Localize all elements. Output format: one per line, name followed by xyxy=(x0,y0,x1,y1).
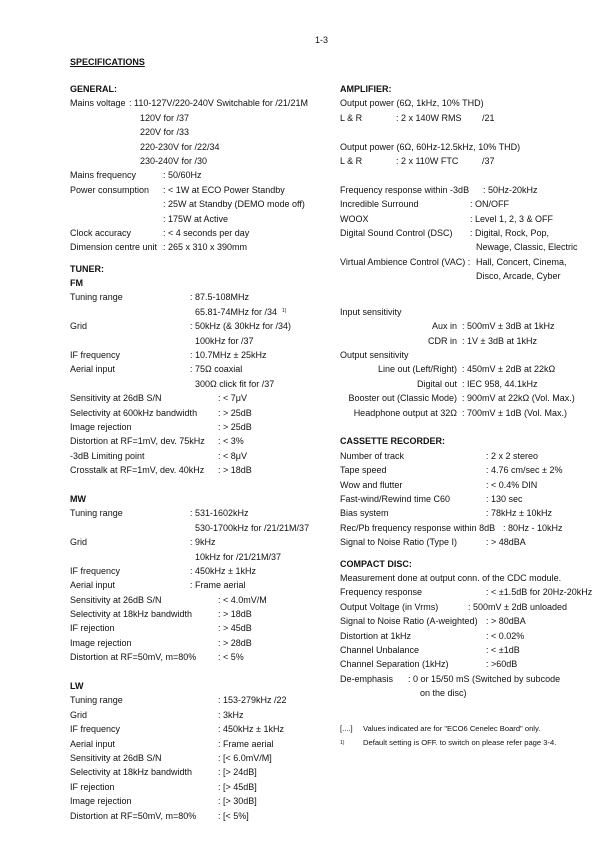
spec-row xyxy=(340,240,585,254)
spec-row xyxy=(70,636,332,650)
spec-value: : 265 x 310 x 390mm xyxy=(163,242,248,253)
spec-row xyxy=(70,693,332,707)
spec-row xyxy=(70,362,332,376)
spec-value: Hall, Concert, Cinema, xyxy=(476,256,567,267)
spec-value: : 700mV ± 1dB (Vol. Max.) xyxy=(462,407,567,418)
spec-row xyxy=(340,629,585,643)
spec-label: Bias system xyxy=(340,508,389,519)
spec-label: Sensitivity at 26dB S/N xyxy=(70,393,162,404)
spec-row xyxy=(340,535,585,549)
spec-value: : 450mV ± 2dB at 22kΩ xyxy=(462,364,556,375)
spec-value: : > 25dB xyxy=(218,421,252,432)
spec-label: Selectivity at 600kHz bandwidth xyxy=(70,407,198,418)
spec-label: De-emphasis xyxy=(340,673,394,684)
spec-label: Virtual Ambience Control (VAC) : xyxy=(340,256,471,267)
spec-value: : 0 or 15/50 mS (Switched by subcode xyxy=(408,673,561,684)
spec-value: : 2 x 110W FTC xyxy=(396,155,459,166)
spec-value: : > 18dB xyxy=(218,465,252,476)
spec-label: -3dB Limiting point xyxy=(70,450,145,461)
footnote-mark: [....] xyxy=(340,723,353,733)
section-tuner-heading: TUNER: xyxy=(70,263,104,274)
spec-label: Image rejection xyxy=(70,421,132,432)
spec-value: : 75Ω coaxial xyxy=(190,364,243,375)
spec-row xyxy=(70,506,332,520)
spec-label: Selectivity at 18kHz bandwidth xyxy=(70,767,193,778)
cd-intro: Measurement done at output conn. of the CDC module. xyxy=(340,572,562,583)
spec-row xyxy=(70,154,332,168)
spec-value: : < 0.02% xyxy=(486,630,525,641)
spec-label: Sensitivity at 26dB S/N xyxy=(70,752,162,763)
spec-value: 65.81-74MHz for /34 xyxy=(195,306,278,317)
spec-value: : > 28dB xyxy=(218,637,252,648)
spec-row xyxy=(340,492,585,506)
spec-value: : [> 24dB] xyxy=(218,767,257,778)
spec-row xyxy=(340,269,585,283)
spec-row xyxy=(70,183,332,197)
spec-label: Signal to Noise Ratio (Type I) xyxy=(340,537,458,548)
subsection-mw-heading: MW xyxy=(70,493,86,504)
spec-label: WOOX xyxy=(340,213,369,224)
spec-label: Output Voltage (in Vrms) xyxy=(340,601,439,612)
spec-value: : 153-279kHz /22 xyxy=(218,695,287,706)
spec-row xyxy=(70,377,332,391)
output-sensitivity-title: Output sensitivity xyxy=(340,350,409,361)
spec-value: : 450kHz ± 1kHz xyxy=(218,724,284,735)
spec-row xyxy=(70,737,332,751)
spec-value: Disco, Arcade, Cyber xyxy=(476,271,561,282)
spec-row xyxy=(70,226,332,240)
spec-label: Mains frequency xyxy=(70,170,137,181)
spec-label: IF frequency xyxy=(70,724,121,735)
spec-row xyxy=(340,391,585,405)
spec-row xyxy=(70,111,332,125)
spec-label: Tuning range xyxy=(70,508,123,519)
spec-row xyxy=(70,535,332,549)
spec-row xyxy=(70,708,332,722)
spec-value: : 130 sec xyxy=(486,494,523,504)
spec-value: : >60dB xyxy=(486,659,518,670)
spec-row xyxy=(70,290,332,304)
spec-label: Headphone output at 32Ω xyxy=(353,407,457,418)
spec-row xyxy=(70,197,332,211)
spec-value: : 110-127V/220-240V Switchable for /21/21M xyxy=(129,98,308,109)
spec-row xyxy=(70,334,332,348)
output-power-title: Output power (6Ω, 1kHz, 10% THD) xyxy=(340,98,484,109)
spec-row xyxy=(70,319,332,333)
left-column xyxy=(70,82,332,823)
spec-value: : > 48dBA xyxy=(486,537,526,548)
spec-row xyxy=(70,212,332,226)
spec-row xyxy=(70,621,332,635)
spec-row xyxy=(340,614,585,628)
spec-label: Distortion at RF=1mV, dev. 75kHz xyxy=(70,436,205,447)
spec-row xyxy=(340,255,585,269)
subsection-fm-heading: FM xyxy=(70,278,83,289)
spec-row xyxy=(340,585,593,599)
spec-value: : < 0.4% DIN xyxy=(486,479,538,490)
spec-label: L & R xyxy=(340,112,363,123)
spec-row xyxy=(340,449,585,463)
spec-label: Digital out xyxy=(416,378,457,389)
spec-label: Channel Unbalance xyxy=(340,644,420,655)
subsection-lw-heading: LW xyxy=(70,681,84,692)
spec-value: 100kHz for /37 xyxy=(195,335,254,346)
spec-label: IF rejection xyxy=(70,781,115,792)
spec-row xyxy=(70,751,332,765)
footnote-mark: 1) xyxy=(282,307,287,314)
spec-value: on the disc) xyxy=(420,688,467,699)
spec-value: : < 5% xyxy=(218,652,244,663)
spec-label: Sensitivity at 26dB S/N xyxy=(70,594,162,605)
spec-value: : 10.7MHz ± 25kHz xyxy=(190,350,267,361)
spec-label: Line out (Left/Right) xyxy=(377,364,457,375)
spec-value: : 2 x 2 stereo xyxy=(486,450,539,461)
spec-value: : 900mV at 22kΩ (Vol. Max.) xyxy=(462,393,575,404)
spec-value: : < 3% xyxy=(218,436,244,447)
spec-label: Tuning range xyxy=(70,695,123,706)
spec-value: : < ±1.5dB for 20Hz-20kHz xyxy=(486,587,593,598)
spec-row xyxy=(70,391,332,405)
spec-row xyxy=(340,686,585,700)
spec-label: Grid xyxy=(70,321,88,332)
spec-value: : 175W at Active xyxy=(163,213,229,224)
spec-label: Tape speed xyxy=(340,465,387,476)
spec-label: Distortion at RF=50mV, m=80% xyxy=(70,810,197,821)
spec-label: Signal to Noise Ratio (A-weighted) xyxy=(340,616,478,627)
spec-value: : 78kHz ± 10kHz xyxy=(486,508,552,519)
section-general-heading: GENERAL: xyxy=(70,84,117,94)
spec-label: Booster out (Classic Mode) xyxy=(348,393,457,404)
spec-value: : < 7μV xyxy=(218,393,247,404)
spec-value: : 450kHz ± 1kHz xyxy=(190,565,256,576)
spec-row xyxy=(70,168,332,182)
spec-label: Channel Separation (1kHz) xyxy=(340,659,449,670)
spec-value: : [> 45dB] xyxy=(218,781,257,792)
spec-value: : 87.5-108MHz xyxy=(190,292,250,303)
spec-value: : > 25dB xyxy=(218,407,252,418)
spec-value: : 50/60Hz xyxy=(163,170,202,181)
spec-row xyxy=(340,672,585,686)
spec-value: : 2 x 140W RMS xyxy=(396,112,462,123)
spec-value: : IEC 958, 44.1kHz xyxy=(462,378,538,389)
spec-row xyxy=(340,521,585,535)
section-compact-disc-heading: COMPACT DISC: xyxy=(340,558,412,569)
spec-suffix: /21 xyxy=(482,112,495,123)
spec-row xyxy=(70,765,332,779)
spec-value: : 3kHz xyxy=(218,709,244,720)
spec-row xyxy=(70,125,332,139)
spec-row xyxy=(70,96,332,110)
spec-row xyxy=(70,305,332,319)
spec-label: Digital Sound Control (DSC) xyxy=(340,227,453,238)
spec-row xyxy=(340,183,585,197)
spec-value: 10kHz for /21/21M/37 xyxy=(195,551,282,562)
spec-value: : 25W at Standby (DEMO mode off) xyxy=(163,199,305,210)
page-title: SPECIFICATIONS xyxy=(70,57,145,67)
footnote xyxy=(340,736,585,750)
spec-row xyxy=(70,434,332,448)
spec-label: Incredible Surround xyxy=(340,199,419,210)
spec-label: Grid xyxy=(70,709,88,720)
spec-value: 220V for /33 xyxy=(140,127,190,138)
spec-row xyxy=(340,643,585,657)
spec-label: Image rejection xyxy=(70,637,132,648)
spec-label: CDR in xyxy=(427,335,457,346)
right-column xyxy=(340,82,593,750)
spec-row xyxy=(70,794,332,808)
spec-value: : [> 30dB] xyxy=(218,796,257,807)
spec-label: Power consumption xyxy=(70,184,150,195)
spec-row xyxy=(340,197,585,211)
spec-value: Newage, Classic, Electric xyxy=(476,242,578,253)
spec-row xyxy=(70,607,332,621)
spec-value: : < 8μV xyxy=(218,450,247,461)
section-cassette-heading: CASSETTE RECORDER: xyxy=(340,436,446,447)
spec-row xyxy=(340,600,585,614)
spec-row xyxy=(340,319,585,333)
spec-value: : 4.76 cm/sec ± 2% xyxy=(486,465,563,476)
spec-row xyxy=(340,377,585,391)
spec-label: Aerial input xyxy=(70,738,116,749)
spec-value: : [< 6.0mV/M] xyxy=(218,752,272,763)
spec-label: Dimension centre unit xyxy=(70,242,158,253)
spec-label: Grid xyxy=(70,537,88,548)
spec-row xyxy=(70,780,332,794)
spec-row xyxy=(70,140,332,154)
spec-label: Aux in xyxy=(431,321,457,332)
spec-row xyxy=(70,578,332,592)
footnote xyxy=(340,722,585,736)
spec-value: 300Ω click fit for /37 xyxy=(195,378,275,389)
spec-row xyxy=(70,722,332,736)
spec-row xyxy=(70,449,332,463)
spec-row xyxy=(70,406,332,420)
spec-value: 230-240V for /30 xyxy=(140,155,208,166)
spec-label: Fast-wind/Rewind time C60 xyxy=(340,494,451,504)
spec-value: : < 4 seconds per day xyxy=(163,227,250,238)
spec-label: L & R xyxy=(340,155,363,166)
spec-row xyxy=(340,506,585,520)
spec-value: : 80Hz - 10kHz xyxy=(503,522,563,533)
spec-row xyxy=(70,564,332,578)
spec-row xyxy=(340,154,585,168)
spec-value: : 500mV ± 2dB unloaded xyxy=(468,601,568,612)
input-sensitivity-title: Input sensitivity xyxy=(340,306,402,317)
spec-label: IF frequency xyxy=(70,350,121,361)
spec-value: : ON/OFF xyxy=(470,199,509,210)
spec-row xyxy=(340,212,585,226)
spec-row xyxy=(340,334,585,348)
spec-suffix: /37 xyxy=(482,155,495,166)
spec-value: : Digital, Rock, Pop, xyxy=(470,227,550,238)
page-number: 1-3 xyxy=(315,35,329,45)
spec-row xyxy=(70,650,332,664)
spec-value: : 500mV ± 3dB at 1kHz xyxy=(462,321,555,332)
spec-label: Number of track xyxy=(340,450,405,461)
spec-label: Distortion at 1kHz xyxy=(340,630,412,641)
spec-row xyxy=(70,420,332,434)
spec-value: : Frame aerial xyxy=(218,738,274,749)
spec-label: Selectivity at 18kHz bandwidth xyxy=(70,609,193,620)
spec-row xyxy=(70,240,332,254)
spec-row xyxy=(70,463,332,477)
footnote-mark: 1) xyxy=(340,739,345,746)
spec-value: 120V for /37 xyxy=(140,112,190,123)
spec-value: : Frame aerial xyxy=(190,580,246,591)
spec-value: : Level 1, 2, 3 & OFF xyxy=(470,213,554,224)
footnote-text: Default setting is OFF. to switch on please refer page 3-4. xyxy=(363,737,557,747)
spec-value: : 50Hz-20kHz xyxy=(483,184,538,195)
spec-row xyxy=(340,478,585,492)
spec-row xyxy=(340,657,585,671)
spec-label: Rec/Pb frequency response within 8dB xyxy=(340,522,496,533)
spec-value: : 50kHz (& 30kHz for /34) xyxy=(190,321,292,332)
spec-value: : > 18dB xyxy=(218,609,252,620)
spec-value: 220-230V for /22/34 xyxy=(140,141,220,152)
spec-label: IF rejection xyxy=(70,623,115,634)
spec-label: Clock accuracy xyxy=(70,227,132,238)
spec-row xyxy=(340,463,585,477)
spec-value: : 531-1602kHz xyxy=(190,508,249,519)
spec-value: : 1V ± 3dB at 1kHz xyxy=(462,335,537,346)
spec-value: : < ±1dB xyxy=(486,644,520,655)
spec-value: 530-1700kHz for /21/21M/37 xyxy=(195,522,310,533)
spec-label: Tuning range xyxy=(70,292,123,303)
spec-value: : 9kHz xyxy=(190,537,216,548)
spec-label: Distortion at RF=50mV, m=80% xyxy=(70,652,197,663)
spec-row xyxy=(70,809,332,823)
footnote-text: Values indicated are for "ECO6 Cenelec Board" only. xyxy=(363,723,541,733)
spec-value: : [< 5%] xyxy=(218,810,249,821)
output-power-title: Output power (6Ω, 60Hz-12.5kHz, 10% THD) xyxy=(340,141,521,152)
spec-label: Wow and flutter xyxy=(340,479,403,490)
spec-label: IF frequency xyxy=(70,565,121,576)
section-amplifier-heading: AMPLIFIER: xyxy=(340,84,392,94)
spec-row xyxy=(70,550,332,564)
spec-row xyxy=(70,593,332,607)
spec-label: Aerial input xyxy=(70,364,116,375)
spec-label: Frequency response within -3dB xyxy=(340,184,470,195)
spec-label: Frequency response xyxy=(340,587,423,598)
spec-row xyxy=(340,406,585,420)
spec-row xyxy=(340,226,585,240)
spec-row xyxy=(340,362,585,376)
spec-value: : > 80dBA xyxy=(486,616,526,627)
spec-row xyxy=(70,348,332,362)
spec-label: Crosstalk at RF=1mV, dev. 40kHz xyxy=(70,465,205,476)
spec-value: : > 45dB xyxy=(218,623,252,634)
spec-label: Image rejection xyxy=(70,796,132,807)
spec-value: : < 4.0mV/M xyxy=(218,594,267,605)
spec-value: : < 1W at ECO Power Standby xyxy=(163,184,285,195)
spec-row xyxy=(70,521,332,535)
spec-row xyxy=(340,111,585,125)
spec-label: Aerial input xyxy=(70,580,116,591)
spec-label: Mains voltage xyxy=(70,98,126,109)
